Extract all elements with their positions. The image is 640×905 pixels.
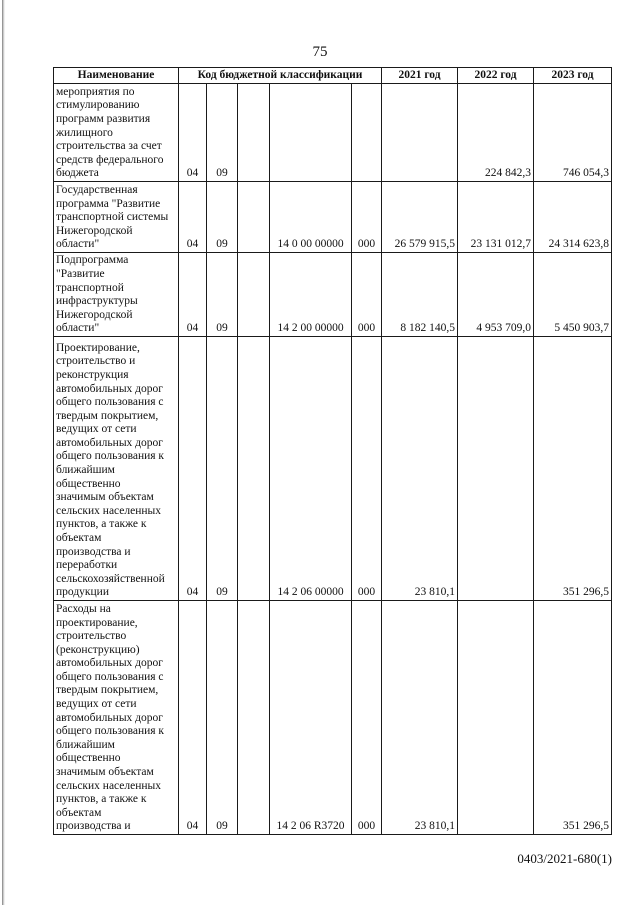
value-2021: 23 810,1 [382, 337, 458, 601]
code-subsection: 09 [207, 337, 238, 601]
header-code: Код бюджетной классификации [179, 68, 382, 84]
row-name: Проектирование, строительство и реконструкция автомобильных дорог общего пользования с твердым покрытием, ведущих от сети автомобильных дорог общего пользования к ближайшим общественно значимым объектам сельских населенных пунктов, а также к объектам производства и переработки сельскохозяйственной продукции [54, 337, 179, 601]
value-2021: 8 182 140,5 [382, 253, 458, 337]
value-2022: 4 953 709,0 [458, 253, 534, 337]
row-name: мероприятия по стимулированию программ развития жилищного строительства за счет средств федерального бюджета [54, 84, 179, 182]
code-target-article: 14 2 00 00000 [270, 253, 352, 337]
code-section: 04 [179, 253, 207, 337]
code-section: 04 [179, 84, 207, 182]
value-2023: 5 450 903,7 [534, 253, 612, 337]
code-target-article: 14 2 06 R3720 [270, 601, 352, 835]
table-row [54, 182, 612, 253]
table-row [54, 601, 612, 835]
page-number: 75 [312, 44, 328, 60]
table-row [54, 337, 612, 601]
budget-table [53, 67, 612, 835]
document-number: 0403/2021-680(1) [517, 851, 612, 866]
value-2022 [458, 337, 534, 601]
code-blank [238, 601, 270, 835]
value-2021: 23 810,1 [382, 601, 458, 835]
code-expense-type: 000 [352, 337, 382, 601]
code-expense-type: 000 [352, 601, 382, 835]
code-blank [238, 84, 270, 182]
value-2021 [382, 84, 458, 182]
code-subsection: 09 [207, 182, 238, 253]
value-2023: 746 054,3 [534, 84, 612, 182]
value-2021: 26 579 915,5 [382, 182, 458, 253]
code-section: 04 [179, 337, 207, 601]
code-section: 04 [179, 601, 207, 835]
value-2022: 23 131 012,7 [458, 182, 534, 253]
value-2023: 24 314 623,8 [534, 182, 612, 253]
value-2022: 224 842,3 [458, 84, 534, 182]
code-blank [238, 337, 270, 601]
code-expense-type [352, 84, 382, 182]
code-section: 04 [179, 182, 207, 253]
value-2023: 351 296,5 [534, 337, 612, 601]
scan-edge-shadow [2, 0, 5, 905]
code-target-article: 14 2 06 00000 [270, 337, 352, 601]
row-name: Государственная программа "Развитие транспортной системы Нижегородской области" [54, 182, 179, 253]
table-header-row [54, 68, 612, 84]
table-row [54, 253, 612, 337]
header-name: Наименование [54, 68, 179, 84]
header-2021: 2021 год [382, 68, 458, 84]
code-subsection: 09 [207, 253, 238, 337]
table-row [54, 84, 612, 182]
code-subsection: 09 [207, 601, 238, 835]
value-2022 [458, 601, 534, 835]
header-2022: 2022 год [458, 68, 534, 84]
row-name: Расходы на проектирование, строительство (реконструкцию) автомобильных дорог общего пользования с твердым покрытием, ведущих от сети автомобильных дорог общего пользования к ближайшим общественно значимым объектам сельских населенных пунктов, а также к объектам производства и [54, 601, 179, 835]
code-expense-type: 000 [352, 253, 382, 337]
code-blank [238, 253, 270, 337]
code-target-article [270, 84, 352, 182]
header-2023: 2023 год [534, 68, 612, 84]
row-name: Подпрограмма "Развитие транспортной инфраструктуры Нижегородской области" [54, 253, 179, 337]
code-subsection: 09 [207, 84, 238, 182]
code-expense-type: 000 [352, 182, 382, 253]
code-blank [238, 182, 270, 253]
value-2023: 351 296,5 [534, 601, 612, 835]
code-target-article: 14 0 00 00000 [270, 182, 352, 253]
